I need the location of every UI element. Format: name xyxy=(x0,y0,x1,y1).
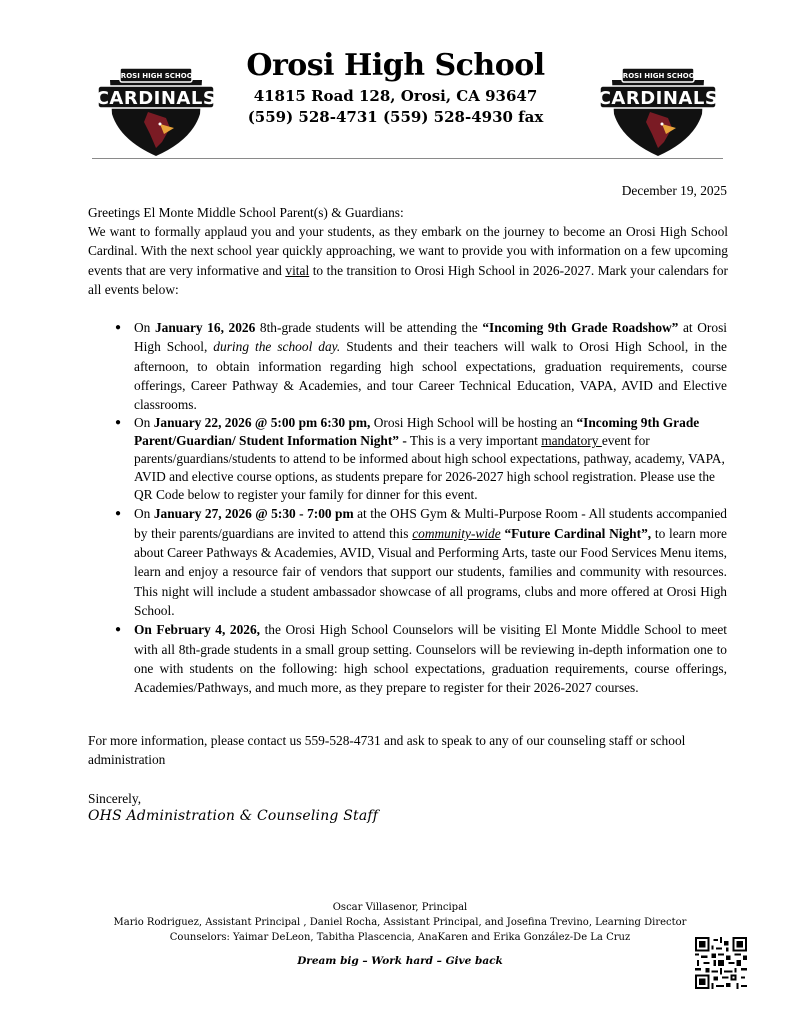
logo-banner-text: OROSI HIGH SCHOOL xyxy=(616,72,700,80)
event-prefix: On xyxy=(134,415,154,431)
logo-mascot-text: CARDINALS xyxy=(598,88,718,109)
event-date: On February 4, 2026, xyxy=(134,622,261,638)
event-text: event for parents/guardians/students to attend to be informed about high school expectations, pathway, academy, VAPA, AVID and elective course options, as students prepare for 2026-2027 high school registration. Please use the QR Code below to register your family for dinner for this event. xyxy=(134,433,725,503)
event-date: January 27, 2026 @ 5:30 - 7:00 pm xyxy=(153,506,354,522)
event-emphasis: community-wide xyxy=(412,525,501,541)
school-phone: (559) 528-4731 (559) 528-4930 fax xyxy=(247,108,544,126)
event-title: “Future Cardinal Night”, xyxy=(504,525,652,541)
school-name: Orosi High School xyxy=(246,48,545,83)
event-date: January 16, 2026 xyxy=(154,320,256,335)
bullet-icon: ● xyxy=(115,417,122,429)
event-emphasis: during the school day. xyxy=(213,339,341,355)
contact-paragraph: For more information, please contact us 559-528-4731 and ask to speak to any of our counseling staff or school administration xyxy=(88,733,686,768)
principal-line: Oscar Villasenor, Principal xyxy=(332,902,468,913)
event-item-info-night xyxy=(113,414,727,504)
intro-emphasis: vital xyxy=(285,262,310,278)
signature: OHS Administration & Counseling Staff xyxy=(88,808,379,824)
events-list xyxy=(113,318,727,697)
event-text: Students and their teachers will walk to Orosi High School, in the afternoon, to obtain information regarding high school expectations, graduation requirements, course offerings, Career Pathway & Academies, and tour Career Technical Education, VAPA, AVID and Elective classrooms. xyxy=(134,339,727,413)
logo-banner-text: OROSI HIGH SCHOOL xyxy=(114,72,198,80)
letter-date: December 19, 2025 xyxy=(621,183,727,198)
event-prefix: On xyxy=(134,320,155,335)
event-date: January 22, 2026 @ 5:00 pm 6:30 pm, xyxy=(153,415,371,431)
closing: Sincerely, xyxy=(88,791,142,806)
header-divider xyxy=(92,158,723,159)
event-text: at the OHS Gym & Multi-Purpose Room - All students accompanied by their parents/guardians are invited to attend this xyxy=(134,506,727,541)
event-item-roadshow xyxy=(113,318,727,414)
event-text: the Orosi High School Counselors will be visiting El Monte Middle School to meet with all 8th-grade students in a small group setting. Counselors will be reviewing in-depth information one to one with students on the following: high school expectations, graduation requirements, course offerings, Academies/Pathways, and much more, as they prepare to register for their 2026-2027 courses. xyxy=(134,622,728,696)
school-address: 41815 Road 128, Orosi, CA 93647 xyxy=(253,87,538,105)
event-emphasis: mandatory xyxy=(541,433,602,449)
qr-code-icon[interactable] xyxy=(695,937,747,989)
intro-text-end: to the transition to Orosi High School in 2026-2027. Mark your calendars for all events below: xyxy=(88,262,728,297)
counselors-line: Counselors: Yaimar DeLeon, Tabitha Plascencia, AnaKaren and Erika González-De La Cruz xyxy=(169,932,631,943)
event-item-future-cardinal-night xyxy=(113,504,727,620)
bullet-icon: ● xyxy=(115,624,122,636)
school-motto: Dream big – Work hard – Give back xyxy=(297,955,503,967)
greeting: Greetings El Monte Middle School Parent(s) & Guardians: xyxy=(88,205,404,220)
event-title: “Incoming 9th Grade Roadshow” xyxy=(482,320,679,335)
event-item-counselor-visit xyxy=(113,620,727,697)
cardinals-logo-right xyxy=(598,62,718,156)
intro-paragraph xyxy=(88,222,728,299)
event-text: Orosi High School will be hosting an xyxy=(370,415,577,431)
event-text: This is a very important xyxy=(406,433,542,449)
bullet-icon: ● xyxy=(115,322,122,333)
event-text: at Orosi High School, xyxy=(134,320,727,355)
intro-text: We want to formally applaud you and your students, as they embark on the journey to become an Orosi High School Cardinal. With the next school year quickly approaching, we want to provide you with information on a few upcoming events that are very informative and xyxy=(88,224,728,278)
assistant-principals-line: Mario Rodriguez, Assistant Principal , Daniel Rocha, Assistant Principal, and Josefina Trevino, Learning Director xyxy=(113,917,687,928)
staff-footer xyxy=(100,900,700,945)
event-text: 8th-grade students will be attending the xyxy=(255,320,483,335)
logo-mascot-text: CARDINALS xyxy=(96,88,216,109)
letterhead xyxy=(200,46,591,128)
bullet-icon: ● xyxy=(115,508,122,520)
event-prefix: On xyxy=(134,506,154,522)
event-title: “Incoming 9th Grade Parent/Guardian/ Student Information Night” - xyxy=(134,415,700,449)
cardinals-logo-left xyxy=(96,62,216,156)
event-text: to learn more about Career Pathways & Academies, AVID, Visual and Performing Arts, taste our Food Services Menu items, learn and enjoy a resource fair of vendors that support our students, families and community with resources. This night will include a student ambassador showcase of all programs, clubs and more offered at Orosi High School. xyxy=(134,525,727,618)
